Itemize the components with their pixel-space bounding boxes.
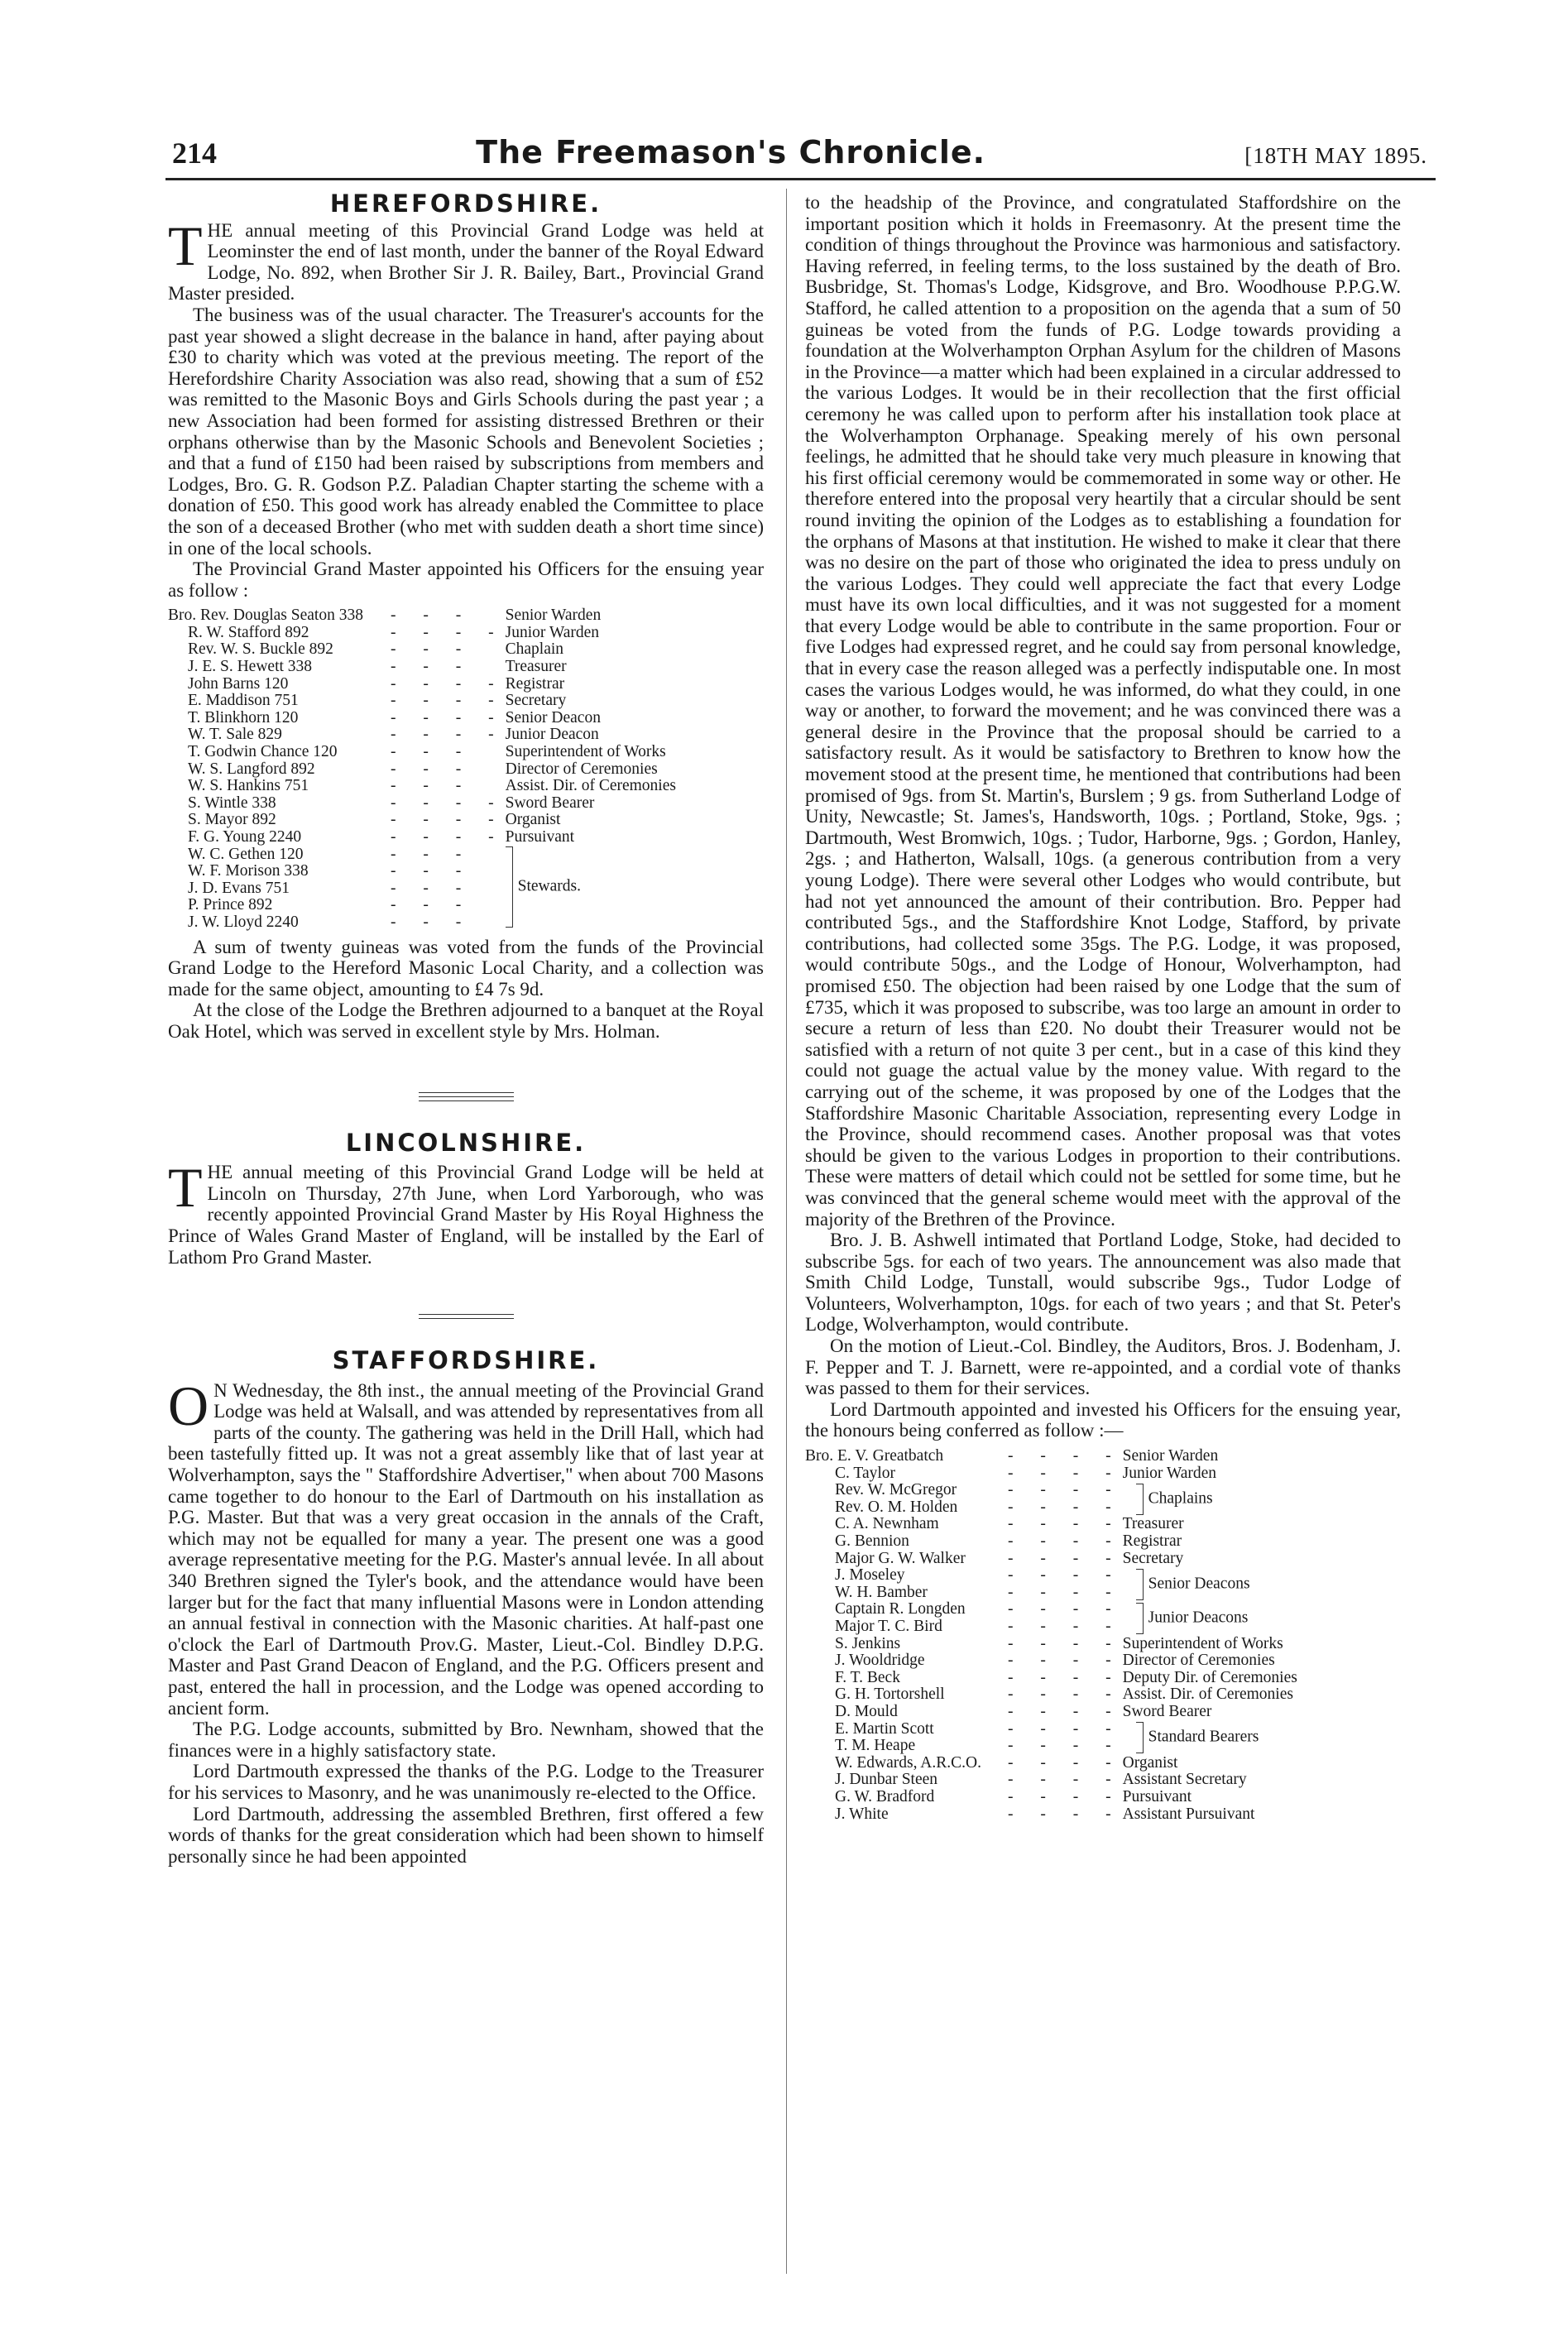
staffordshire-officers-table <box>805 1448 1297 1823</box>
right-column <box>805 192 1401 1823</box>
steward: W. C. Gethen 120 <box>188 845 304 863</box>
officer-name: G. Bennion <box>835 1532 909 1550</box>
officer-office-cell <box>1123 1533 1297 1551</box>
officer-name: W. S. Hankins 751 <box>188 777 309 795</box>
leader-dashes: - - - - <box>1008 1685 1123 1704</box>
officer-name: Rev. O. M. Holden <box>835 1498 958 1516</box>
officer-office-cell <box>1123 1755 1297 1772</box>
officer-office: Standard Bearers <box>1148 1728 1259 1746</box>
officer-name: W. Edwards, A.R.C.O. <box>835 1753 981 1772</box>
header-rule <box>165 178 1436 180</box>
herefordshire-text-1: HE annual meeting of this Provincial Grand Lodge was held at Leominster the end of last month, under the banner of the Royal Edward Lodge, No. 892, when Brother Sir J. R. Bailey, Bart., Provincial Grand Master presided. <box>168 219 764 304</box>
officer-name: Major T. C. Bird <box>835 1617 942 1635</box>
brace <box>1136 1603 1144 1634</box>
officer-row <box>805 1670 1297 1687</box>
officer-office: Pursuivant <box>505 828 575 846</box>
officer-office: Superintendent of Works <box>1122 1634 1283 1652</box>
leader-dashes: - - - - <box>1008 1771 1123 1789</box>
officer-names <box>805 1772 1008 1789</box>
officer-name: T. Godwin Chance 120 <box>188 743 338 761</box>
leader-dashes: - - - <box>391 777 473 795</box>
staffordshire-paragraph-4: Lord Dartmouth, addressing the assembled Brethren, first offered a few words of thanks for the great consideration which had been shown to himself personally since he had been appointed <box>168 1803 764 1867</box>
leader-dashes: - - - - <box>1008 1668 1123 1686</box>
leader-dashes: - - - - <box>1008 1532 1123 1550</box>
officer-office-cell <box>1123 1772 1297 1789</box>
officer-office: Senior Warden <box>1122 1447 1219 1465</box>
officer-office: Assistant Pursuivant <box>1122 1805 1255 1823</box>
herefordshire-paragraph-1 <box>168 213 764 304</box>
officer-name: G. W. Bradford <box>835 1787 935 1805</box>
officer-names <box>805 1806 1008 1824</box>
officer-row <box>805 1516 1297 1533</box>
officer-office: Director of Ceremonies <box>1122 1652 1275 1670</box>
officer-office: Senior Warden <box>505 607 602 625</box>
officer-name: W. H. Bamber <box>835 1583 928 1601</box>
officer-name: C. Taylor <box>835 1464 896 1482</box>
leader-dashes: - - - - <box>1008 1702 1123 1720</box>
officer-office: Senior Deacon <box>505 708 601 726</box>
officer-office: Assist. Dir. of Ceremonies <box>1122 1685 1293 1704</box>
officer-row <box>805 1601 1297 1635</box>
officer-name: T. M. Heape <box>835 1737 916 1755</box>
officer-office-cell <box>1123 1465 1297 1483</box>
officer-name: T. Blinkhorn 120 <box>188 708 299 726</box>
officer-row <box>805 1772 1297 1789</box>
officer-office-cell <box>1123 1516 1297 1533</box>
steward: W. F. Morison 338 <box>188 862 309 880</box>
officer-office: Treasurer <box>505 658 567 676</box>
staffordshire-paragraph-6: Bro. J. B. Ashwell intimated that Portland Lodge, Stoke, had decided to subscribe 5gs. for each of two years. The announcement was also made that Smith Child Lodge, Tunstall, would subscribe 9gs., Tudor Lodge of Volunteers, Wolverhampton, 10gs. for each of two years ; and that St. Peter's Lodge, Wolverhampton, would contribute. <box>805 1230 1401 1335</box>
officer-name: John Barns 120 <box>188 674 289 693</box>
officer-name: J. E. S. Hewett 338 <box>188 658 313 676</box>
stewards-brace-cell <box>506 846 676 932</box>
officer-names <box>805 1533 1008 1551</box>
officer-row <box>168 659 676 676</box>
drop-cap: T <box>168 213 203 277</box>
page-number: 214 <box>172 137 217 170</box>
officer-row <box>168 795 676 813</box>
officer-office-cell <box>1123 1670 1297 1687</box>
officer-names <box>805 1448 1008 1465</box>
officer-name: Bro. Rev. Douglas Seaton 338 <box>168 607 363 625</box>
officer-office: Deputy Dir. of Ceremonies <box>1122 1668 1297 1686</box>
officer-name: E. Maddison 751 <box>188 692 299 710</box>
officer-office-cell <box>1123 1721 1297 1755</box>
officer-row <box>168 744 676 761</box>
leader-dashes: - - - - - - - - <box>1008 1566 1123 1601</box>
officer-name: Rev. W. McGregor <box>835 1481 957 1499</box>
brace <box>1136 1569 1144 1600</box>
officer-row <box>805 1482 1297 1516</box>
herefordshire-officers-table <box>168 607 676 931</box>
leader-dashes: - - - - <box>391 794 506 812</box>
officer-name: Bro. E. V. Greatbatch <box>805 1447 944 1465</box>
drop-cap: O <box>168 1374 209 1437</box>
staffordshire-paragraph-1 <box>168 1374 764 1719</box>
officer-name: J. White <box>835 1805 889 1823</box>
officer-row <box>168 625 676 642</box>
officer-row <box>168 693 676 710</box>
officer-office-cell <box>1123 1448 1297 1465</box>
staffordshire-paragraph-5: to the headship of the Province, and congratulated Staffordshire on the important position which it holds in Freemasonry. At the present time the condition of things throughout the Province was harmonious and satisfactory. Having referred, in feeling terms, to the loss sustained by the death of Bro. Busbridge, St. Thomas's Lodge, Kidsgrove, and Bro. Woodhouse P.P.G.W. Stafford, he called attention to a proposition on the agenda that a sum of 50 guineas be voted from the funds of P.G. Lodge towards providing a foundation at the Wolverhampton Orphan Asylum for the children of Masons in the Province—a matter which had been explained in a circular addressed to the various Lodges. It would be in their recollection that the first official ceremony he was called upon to perform after his installation took place at the Wolverhampton Orphanage. Speaking merely of his own personal feelings, he admitted that he should take very much pleasure in knowing that his first official ceremony would be commemorated in some way or other. He therefore entered into the proposal very heartily that a circular should be sent round inviting the opinion of the Lodges as to establishing a foundation for the orphans of Masons at that institution. He wished to make it clear that there was no desire on the part of those who originated the idea to press unduly on the various Lodges. They could well appreciate the fact that every Lodge must have its own local difficulties, and it was not suggested for a moment that every Lodge would be able to contribute in the same proportion. Four or five Lodges had expressed regret, and he could say from personal knowledge, that in every case the reason alleged was a perfectly indisputable one. In most cases the various Lodges would, he was informed, do what they could, in one way or another, to forward the movement; and he was convinced there was a general desire in the Province that the proposal should be carried to a satisfactory result. As it would be satisfactory to Brethren to know how the movement stood at the present time, he mentioned that contributions had been promised of 9gs. from St. Martin's, Burslem ; 9 gs. from Sutherland Lodge of Unity, Newcastle; St. James's, Handsworth, 10gs. ; Portland, Stoke, 9gs. ; Dartmouth, West Bromwich, 10gs. ; Tudor, Harborne, 9gs. ; Gordon, Hanley, 2gs. ; and Hatherton, Walsall, 10gs. (a generous contribution from a very young Lodge). There were several other Lodges who would contribute, but had not yet announced the amount of their contribution. Bro. Pepper had contributed 5gs., and the Staffordshire Knot Lodge, Stafford, by private contributions, had collected some 35gs. The P.G. Lodge, it was proposed, would contribute 50gs., and the Lodge of Honour, Wolverhampton, had promised £50. The objection had been raised by one Lodge that the sum of £735, which it was proposed to subscribe, was too large an amount in order to secure a return of less than £20. No doubt their Treasurer would not be satisfied with a return of not quite 3 per cent., but in a case of this kind they could not guage the actual value by the money value. With regard to the carrying out of the scheme, it was proposed by one of the Lodges that the Staffordshire Masonic Charitable Association, representing every Lodge in the Province, should recommend cases. Another proposal was that votes should be given to the various Lodges in proportion to their contributions. These were matters of detail which could not be settled for some time, but he was convinced that the general scheme would meet with the approval of the majority of the Brethren of the Province. <box>805 192 1401 1230</box>
officer-office-cell <box>1123 1789 1297 1806</box>
leader-dashes: - - - - <box>1008 1464 1123 1482</box>
leader-dashes: - - - - - - - - <box>1008 1481 1123 1516</box>
officer-office: Secretary <box>505 692 567 710</box>
herefordshire-heading: HEREFORDSHIRE. <box>329 189 602 218</box>
leader-dashes: - - - - <box>391 708 506 726</box>
officer-row <box>805 1448 1297 1465</box>
steward: P. Prince 892 <box>188 896 273 914</box>
officer-office-cell <box>1123 1482 1297 1516</box>
officer-name: J. Moseley <box>835 1566 905 1585</box>
leader-dashes: - - - - <box>1008 1753 1123 1772</box>
officer-row <box>168 676 676 693</box>
officer-names <box>805 1789 1008 1806</box>
leader-dashes: - - - - <box>1008 1634 1123 1652</box>
herefordshire-paragraph-3: The Provincial Grand Master appointed his Officers for the ensuing year as follow : <box>168 559 764 601</box>
officer-names <box>805 1551 1008 1568</box>
officer-name: Major G. W. Walker <box>835 1549 966 1567</box>
officer-row <box>168 829 676 846</box>
officer-office: Junior Warden <box>505 623 600 641</box>
herefordshire-paragraph-2: The business was of the usual character. The Treasurer's accounts for the past year showed a slight decrease in the balance in hand, after paying about £30 to charity which was voted at the previous meeting. The report of the Herefordshire Charity Association was also read, showing that a sum of £52 was remitted to the Masonic Boys and Girls Schools during the past year ; a new Association had been formed for assisting distressed Brethren or their orphans otherwise than by the Masonic Schools and Benevolent Societies ; and that a fund of £150 had been raised by subscriptions from members and Lodges, Bro. G. R. Godson P.Z. Paladian Chapter starting the scheme with a donation of £50. This good work has already enabled the Committee to place the son of a deceased Brother (who met with sudden death a short time since) in one of the local schools. <box>168 304 764 559</box>
officer-office: Secretary <box>1122 1549 1184 1567</box>
leader-dashes: - - - - <box>391 811 506 829</box>
officer-office: Junior Deacons <box>1148 1609 1249 1627</box>
officer-office-cell <box>1123 1686 1297 1704</box>
officer-row <box>805 1686 1297 1704</box>
officer-names <box>805 1482 1008 1516</box>
officer-office: Sword Bearer <box>1122 1702 1212 1720</box>
officer-names <box>805 1636 1008 1653</box>
leader-dashes: - - - <box>391 607 473 625</box>
officer-office-cell <box>1123 1806 1297 1824</box>
officer-office-cell <box>1123 1551 1297 1568</box>
steward: J. W. Lloyd 2240 <box>188 913 299 931</box>
section-separator <box>419 1314 514 1319</box>
officer-names <box>805 1601 1008 1635</box>
staffordshire-paragraph-8: Lord Dartmouth appointed and invested his Officers for the ensuing year, the honours being conferred as follow :— <box>805 1398 1401 1441</box>
herefordshire-paragraph-4: A sum of twenty guineas was voted from the funds of the Provincial Grand Lodge to the Hereford Masonic Local Charity, and a collection was made for the same object, amounting to £4 7s 9d. <box>168 936 764 1000</box>
officer-name: F. G. Young 2240 <box>188 828 302 846</box>
leader-dashes: - - - <box>391 640 473 659</box>
officer-name: D. Mould <box>835 1702 898 1720</box>
officer-row <box>805 1652 1297 1670</box>
brace <box>506 846 513 928</box>
officer-row <box>805 1465 1297 1483</box>
officer-row <box>168 726 676 744</box>
herefordshire-paragraph-5: At the close of the Lodge the Brethren adjourned to a banquet at the Royal Oak Hotel, which was served in excellent style by Mrs. Holman. <box>168 1000 764 1042</box>
officer-row <box>805 1806 1297 1824</box>
drop-cap: T <box>168 1156 203 1220</box>
officer-row <box>168 710 676 727</box>
leader-dashes: - - - - <box>391 726 506 744</box>
leader-dashes: - - - - <box>1008 1787 1123 1805</box>
staffordshire-heading: STAFFORDSHIRE. <box>332 1346 600 1375</box>
officer-row <box>168 778 676 795</box>
stewards-leaders: - - - - - - - - - - - - - - - <box>391 845 473 931</box>
officer-office: Registrar <box>505 674 565 693</box>
leader-dashes: - - - - <box>1008 1652 1123 1670</box>
officer-names <box>805 1670 1008 1687</box>
stewards-names <box>168 846 391 932</box>
officer-names <box>805 1721 1008 1755</box>
lincolnshire-paragraph <box>168 1156 764 1268</box>
officer-office-cell <box>1123 1567 1297 1601</box>
officer-row <box>805 1789 1297 1806</box>
masthead: The Freemason's Chronicle. <box>476 134 986 170</box>
staffordshire-paragraph-7: On the motion of Lieut.-Col. Bindley, the Auditors, Bros. J. Bodenham, J. F. Pepper and T. J. Barnett, were re-appointed, and a cordial vote of thanks was passed to them for their services. <box>805 1335 1401 1399</box>
leader-dashes: - - - - <box>1008 1549 1123 1567</box>
officer-row <box>805 1721 1297 1755</box>
officer-names <box>805 1567 1008 1601</box>
officer-row <box>168 607 676 625</box>
leader-dashes: - - - - <box>391 623 506 641</box>
officer-row <box>168 812 676 829</box>
leader-dashes: - - - - <box>1008 1515 1123 1533</box>
officer-name: E. Martin Scott <box>835 1719 934 1738</box>
staffordshire-text-1: N Wednesday, the 8th inst., the annual meeting of the Provincial Grand Lodge was held at Walsall, and was attended by representatives from all parts of the county. The gathering was held in the Drill Hall, which had been tastefully fitted up. It was not a great assembly like that of last year at Wolverhampton, says the " Staffordshire Advertiser," when about 700 Masons came together to do honour to the Earl of Dartmouth on his installation as P.G. Master. But that was a very great occasion in the annals of the Craft, which may not be equalled for many a year. The present one was a good average representative meeting for the P.G. Master's annual levée. In all about 340 Brethren signed the Tyler's book, and the attendance would have been larger but for the fact that many influential Masons were in London attending an annual festival in connection with the Masonic charities. At half-past one o'clock the Earl of Dartmouth Prov.G. Master, Lieut.-Col. Bindley D.P.G. Master and Past Grand Deacon of England, and the P.G. Officers present and past, entered the hall in procession, and the Lodge was opened according to ancient form. <box>168 1379 764 1719</box>
officer-office: Chaplain <box>505 640 564 659</box>
officer-office-cell <box>1123 1652 1297 1670</box>
officer-name: W. S. Langford 892 <box>188 760 315 778</box>
officer-office: Registrar <box>1122 1532 1182 1550</box>
leader-dashes: - - - - <box>391 692 506 710</box>
officer-names <box>805 1755 1008 1772</box>
leader-dashes: - - - - <box>1008 1447 1123 1465</box>
leader-dashes: - - - <box>391 760 473 778</box>
officer-name: S. Mayor 892 <box>188 811 276 829</box>
officer-name: G. H. Tortorshell <box>835 1685 945 1704</box>
officer-office: Treasurer <box>1122 1515 1184 1533</box>
officer-name: W. T. Sale 829 <box>188 726 282 744</box>
officer-name: Rev. W. S. Buckle 892 <box>188 640 333 659</box>
staffordshire-paragraph-3: Lord Dartmouth expressed the thanks of the P.G. Lodge to the Treasurer for his services to Masonry, and he was unanimously re-elected to the Office. <box>168 1761 764 1803</box>
brace <box>1136 1722 1144 1753</box>
officer-office-cell <box>1123 1636 1297 1653</box>
officer-row <box>168 761 676 779</box>
officer-office: Director of Ceremonies <box>505 760 658 778</box>
leader-dashes: - - - - <box>1008 1805 1123 1823</box>
officer-names <box>805 1652 1008 1670</box>
officer-office: Junior Deacon <box>505 726 599 744</box>
officer-row <box>805 1755 1297 1772</box>
column-divider <box>786 189 787 2274</box>
leader-dashes: - - - - - - - - <box>1008 1719 1123 1755</box>
officer-office: Chaplains <box>1148 1489 1213 1508</box>
officer-name: Captain R. Longden <box>835 1600 966 1618</box>
left-column <box>168 189 764 1867</box>
officer-name: F. T. Beck <box>835 1668 900 1686</box>
officer-names <box>805 1686 1008 1704</box>
officer-row <box>805 1636 1297 1653</box>
officer-name: S. Jenkins <box>835 1634 901 1652</box>
leader-dashes: - - - - <box>391 674 506 693</box>
officer-name: C. A. Newnham <box>835 1515 939 1533</box>
issue-date: [18TH MAY 1895. <box>1244 143 1427 168</box>
stewards-group <box>168 846 676 932</box>
leader-dashes: - - - - <box>391 828 506 846</box>
officer-office: Organist <box>1122 1753 1178 1772</box>
officer-row <box>805 1567 1297 1601</box>
officer-office: Sword Bearer <box>505 794 595 812</box>
officer-row <box>168 641 676 659</box>
stewards-label: Stewards. <box>517 877 581 895</box>
officer-name: R. W. Stafford 892 <box>188 623 309 641</box>
leader-dashes: - - - - - - - - <box>1008 1600 1123 1635</box>
officer-office-cell <box>1123 1704 1297 1721</box>
officer-name: J. Wooldridge <box>835 1652 925 1670</box>
officer-names <box>805 1465 1008 1483</box>
section-separator <box>419 1092 514 1101</box>
officer-office: Assistant Secretary <box>1122 1771 1247 1789</box>
brace <box>1136 1484 1144 1515</box>
staffordshire-paragraph-2: The P.G. Lodge accounts, submitted by Bro. Newnham, showed that the finances were in a highly satisfactory state. <box>168 1719 764 1761</box>
officer-office-cell <box>1123 1601 1297 1635</box>
leader-dashes: - - - <box>391 743 473 761</box>
running-head <box>172 134 1427 175</box>
lincolnshire-heading: LINCOLNSHIRE. <box>345 1128 587 1157</box>
officer-name: S. Wintle 338 <box>188 794 276 812</box>
lincolnshire-text: HE annual meeting of this Provincial Grand Lodge will be held at Lincoln on Thursday, 27th June, when Lord Yarborough, who was recently appointed Provincial Grand Master by His Royal Highness the Prince of Wales Grand Master of England, will be installed by the Earl of Lathom Pro Grand Master. <box>168 1162 764 1268</box>
officer-names <box>805 1516 1008 1533</box>
officer-office: Senior Deacons <box>1148 1575 1250 1593</box>
steward: J. D. Evans 751 <box>188 879 290 897</box>
officer-office: Organist <box>505 811 561 829</box>
officer-name: J. Dunbar Steen <box>835 1771 938 1789</box>
officer-row <box>805 1704 1297 1721</box>
leader-dashes: - - - <box>391 658 473 676</box>
officer-row <box>805 1533 1297 1551</box>
officer-names <box>805 1704 1008 1721</box>
officer-office: Superintendent of Works <box>505 743 666 761</box>
officer-row <box>805 1551 1297 1568</box>
officer-office: Pursuivant <box>1122 1787 1192 1805</box>
officer-office: Assist. Dir. of Ceremonies <box>505 777 676 795</box>
officer-office: Junior Warden <box>1122 1464 1217 1482</box>
